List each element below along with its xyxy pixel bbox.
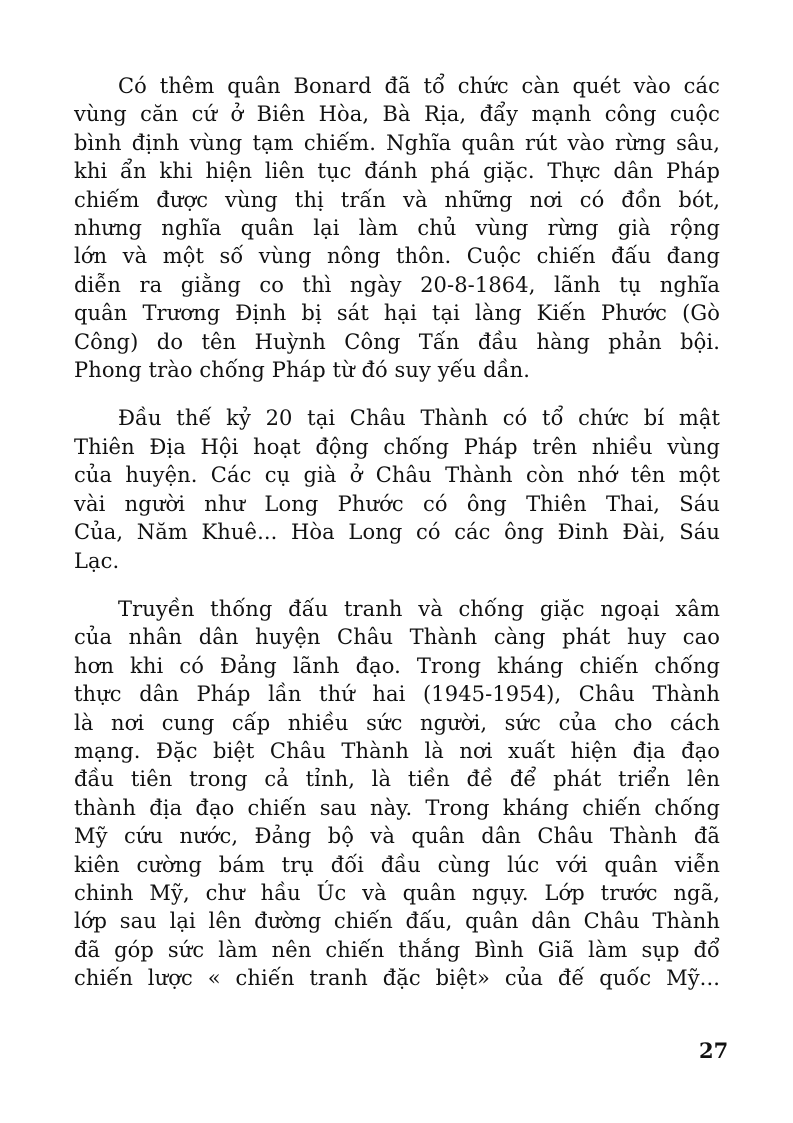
paragraph-1: [74, 72, 720, 384]
text-line: khi ẩn khi hiện liên tục đánh phá giặc. Thực dân Pháp: [74, 159, 720, 184]
text-line: của huyện. Các cụ già ở Châu Thành còn nhớ tên một: [74, 463, 720, 488]
text-line: vài người như Long Phước có ông Thiên Thai, Sáu: [74, 491, 720, 516]
text-line: đầu tiên trong cả tỉnh, là tiền đề để phát triển lên: [74, 767, 720, 792]
text-line: đã góp sức làm nên chiến thắng Bình Giã làm sụp đổ: [74, 937, 720, 962]
page-number: 27: [699, 1038, 729, 1063]
text-line: nhưng nghĩa quân lại làm chủ vùng rừng già rộng: [74, 216, 720, 241]
text-line: kiên cường bám trụ đối đầu cùng lúc với quân viễn: [74, 852, 720, 877]
text-line: vùng căn cứ ở Biên Hòa, Bà Rịa, đẩy mạnh công cuộc: [74, 102, 720, 127]
text-line: Phong trào chống Pháp từ đó suy yếu dần.: [74, 358, 531, 383]
text-line: mạng. Đặc biệt Châu Thành là nơi xuất hiện địa đạo: [74, 738, 720, 763]
text-line: thành địa đạo chiến sau này. Trong kháng chiến chống: [74, 795, 720, 820]
text-line: diễn ra giằng co thì ngày 20-8-1864, lãnh tụ nghĩa: [74, 272, 720, 297]
page-body: [74, 72, 720, 993]
text-line: Đầu thế kỷ 20 tại Châu Thành có tổ chức bí mật: [118, 406, 720, 431]
text-line: chiếm được vùng thị trấn và những nơi có đồn bót,: [74, 187, 720, 212]
text-line: Có thêm quân Bonard đã tổ chức càn quét vào các: [118, 74, 720, 98]
text-line: lớn và một số vùng nông thôn. Cuộc chiến đấu đang: [74, 244, 720, 269]
paragraph-2: [74, 404, 720, 574]
text-line: Công) do tên Huỳnh Công Tấn đầu hàng phản bội.: [74, 329, 720, 354]
paragraph-gap: [74, 384, 720, 404]
text-line: hơn khi có Đảng lãnh đạo. Trong kháng chiến chống: [74, 653, 720, 678]
paragraph-gap: [74, 575, 720, 595]
text-line: chinh Mỹ, chư hầu Úc và quân ngụy. Lớp trước ngã,: [74, 880, 720, 905]
text-line: Thiên Địa Hội hoạt động chống Pháp trên nhiều vùng: [74, 434, 720, 459]
text-line: Của, Năm Khuê... Hòa Long có các ông Đinh Đài, Sáu: [74, 520, 720, 545]
text-line: là nơi cung cấp nhiều sức người, sức của cho cách: [74, 710, 720, 735]
text-line: lớp sau lại lên đường chiến đấu, quân dân Châu Thành: [74, 909, 720, 934]
text-line: thực dân Pháp lần thứ hai (1945-1954), Châu Thành: [74, 682, 720, 707]
text-line: chiến lược « chiến tranh đặc biệt» của đế quốc Mỹ...: [74, 966, 720, 991]
text-line: Mỹ cứu nước, Đảng bộ và quân dân Châu Thành đã: [74, 824, 720, 849]
text-line: quân Trương Định bị sát hại tại làng Kiến Phước (Gò: [74, 301, 720, 326]
text-line: Truyền thống đấu tranh và chống giặc ngoại xâm: [118, 596, 720, 621]
text-line: của nhân dân huyện Châu Thành càng phát huy cao: [74, 625, 720, 650]
paragraph-3: [74, 595, 720, 993]
text-line: bình định vùng tạm chiếm. Nghĩa quân rút vào rừng sâu,: [74, 130, 720, 155]
text-line: Lạc.: [74, 548, 120, 573]
